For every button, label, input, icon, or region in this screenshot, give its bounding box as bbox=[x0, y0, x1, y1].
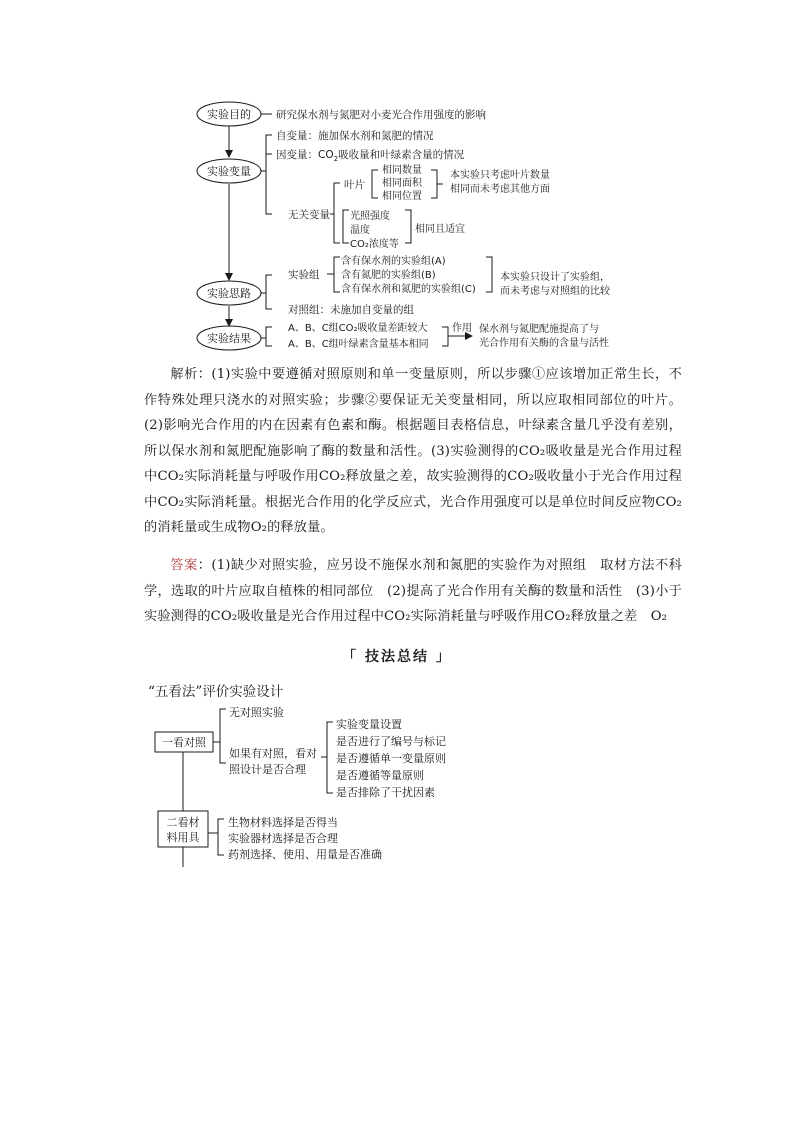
env-item: CO₂浓度等 bbox=[350, 239, 399, 250]
node-result-label: 实验结果 bbox=[207, 332, 251, 345]
box2-label: 料用具 bbox=[166, 831, 200, 844]
no-control: 无对照实验 bbox=[229, 706, 284, 719]
purpose-text: 研究保水剂与氮肥对小麦光合作用强度的影响 bbox=[276, 109, 486, 121]
exp-item: 含有保水剂的实验组(A) bbox=[341, 256, 446, 267]
leaf-label: 叶片 bbox=[344, 179, 365, 191]
env-item: 光照强度 bbox=[350, 211, 390, 222]
check-item: 是否遵循单一变量原则 bbox=[336, 752, 446, 765]
answer-label: 答案 bbox=[170, 558, 198, 573]
irrelevant-variable: 无关变量 bbox=[288, 209, 330, 221]
control-group: 对照组：未施加自变量的组 bbox=[288, 304, 414, 316]
exp-group-label: 实验组 bbox=[288, 269, 320, 281]
exp-note: 本实验只设计了实验组， bbox=[500, 272, 610, 283]
if-control: 照设计是否合理 bbox=[229, 763, 306, 776]
exp-item: 含有保水剂和氮肥的实验组(C) bbox=[341, 284, 476, 295]
check-item: 是否排除了干扰因素 bbox=[336, 786, 435, 799]
result-item: A、B、C组叶绿素含量基本相同 bbox=[288, 339, 429, 350]
node-idea-label: 实验思路 bbox=[207, 287, 251, 300]
box2-label: 二看材 bbox=[166, 816, 200, 829]
effect-text: 保水剂与氮肥配施提高了与 bbox=[479, 324, 599, 335]
box1-label: 一看对照 bbox=[162, 736, 206, 749]
node-purpose-label: 实验目的 bbox=[207, 108, 251, 121]
leaf-item: 相同位置 bbox=[382, 191, 422, 202]
result-item: A、B、C组CO₂吸收量差距较大 bbox=[288, 323, 428, 334]
check-item: 实验变量设置 bbox=[336, 718, 402, 731]
leaf-note: 本实验只考虑叶片数量 bbox=[450, 170, 550, 181]
exp-item: 含有氮肥的实验组(B) bbox=[341, 270, 436, 281]
material-item: 实验器材选择是否合理 bbox=[228, 832, 338, 845]
five-checks-diagram bbox=[0, 695, 794, 875]
experiment-analysis-diagram bbox=[0, 0, 794, 360]
exp-note: 而未考虑与对照组的比较 bbox=[500, 286, 610, 297]
answer-text: ：(1)缺少对照实验，应另设不施保水剂和氮肥的实验作为对照组 取材方法不科学，选取的叶片应取自植株的相同部位 (2)提高了光合作用有关酶的数量和活性 (3)小于 实验测得的CO₂吸收量是光合作用过程中CO₂实际消耗量与呼吸作用CO₂释放量之差 O₂ bbox=[144, 558, 696, 624]
env-item: 温度 bbox=[350, 225, 370, 236]
check-item: 是否遵循等量原则 bbox=[336, 769, 424, 782]
independent-variable: 自变量：施加保水剂和氮肥的情况 bbox=[276, 130, 434, 142]
sub-title: “五看法”评价实验设计 bbox=[148, 684, 284, 700]
leaf-item: 相同数量 bbox=[382, 165, 422, 176]
effect-label: 作用 bbox=[452, 323, 472, 334]
env-note: 相同且适宜 bbox=[415, 224, 465, 235]
material-item: 生物材料选择是否得当 bbox=[228, 816, 338, 829]
material-item: 药剂选择、使用、用量是否准确 bbox=[228, 848, 382, 861]
answer-paragraph bbox=[144, 553, 696, 630]
effect-text: 光合作用有关酶的含量与活性 bbox=[479, 338, 609, 349]
if-control: 如果有对照，看对 bbox=[229, 747, 317, 760]
dependent-variable: 因变量：$CO_2$吸收量和叶绿素含量的情况 bbox=[276, 149, 465, 163]
leaf-note: 相同而未考虑其他方面 bbox=[450, 184, 550, 195]
check-item: 是否进行了编号与标记 bbox=[336, 735, 446, 748]
leaf-item: 相同面积 bbox=[382, 178, 422, 189]
section-title: 「 技法总结 」 bbox=[342, 649, 452, 665]
node-variables-label: 实验变量 bbox=[207, 165, 251, 178]
analysis-paragraph: 解析：(1)实验中要遵循对照原则和单一变量原则，所以步骤①应该增加正常生长，不作特殊处理只浇水的对照实验；步骤②要保证无关变量相同，所以应取相同部位的叶片。(2)影响光合作用的内在因素有色素和酶。根据题目表格信息，叶绿素含量几乎没有差别，所以保水剂和氮肥配施影响了酶的数量和活性。(3)实验测得的CO₂吸收量是光合作用过程中CO₂实际消耗量与呼吸作用CO₂释放量之差，故实验测得的CO₂吸收量小于光合作用过程中CO₂实际消耗量。根据光合作用的化学反应式，光合作用强度可以是单位时间反应物CO₂的消耗量或生成物O₂的释放量。 bbox=[144, 367, 682, 535]
